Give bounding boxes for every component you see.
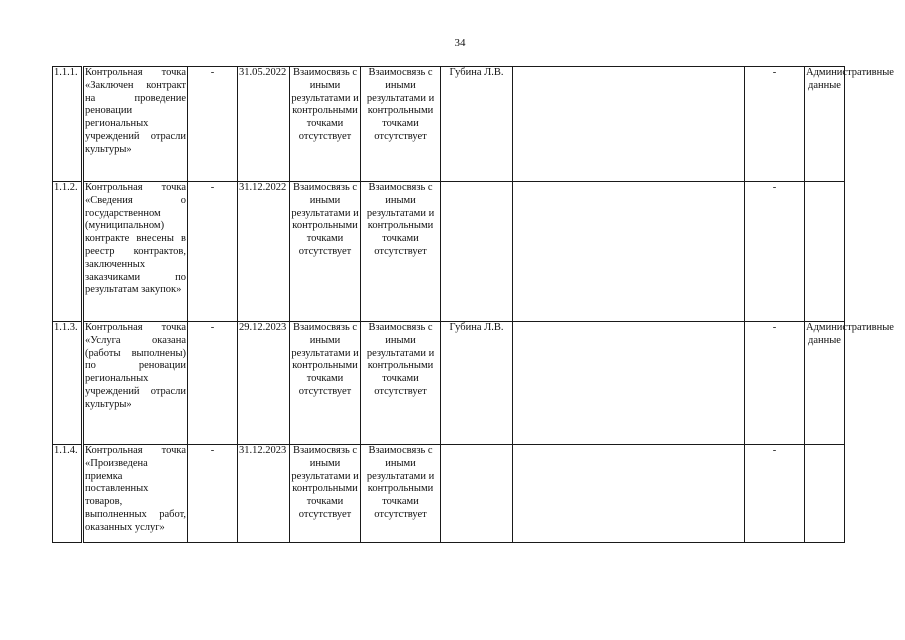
page-number: 34 [454, 37, 466, 49]
mark-cell: - [188, 322, 238, 445]
link-previous: Взаимосвязь с иными результатами и контрольными точками отсутствует [290, 322, 361, 445]
responsible-person [441, 445, 513, 543]
control-point-name: Контрольная точка «Произведена приемка поставленных товаров, выполненных работ, оказанных услуг» [83, 445, 188, 543]
table-row [53, 445, 845, 543]
control-point-name: Контрольная точка «Сведения о государственном (муниципальном) контракте внесены в реестр контрактов, заключенных заказчиками по результатам закупок» [83, 182, 188, 322]
link-previous: Взаимосвязь с иными результатами и контрольными точками отсутствует [290, 67, 361, 182]
mark-cell: - [188, 445, 238, 543]
due-date: 31.12.2022 [238, 182, 290, 322]
control-point-name: Контрольная точка «Услуга оказана (работы выполнены) по реновации региональных учреждений отрасли культуры» [83, 322, 188, 445]
table-row [53, 67, 845, 182]
due-date: 31.12.2023 [238, 445, 290, 543]
data-source: Административные данные [805, 322, 845, 445]
data-source [805, 182, 845, 322]
row-number: 1.1.2. [53, 182, 83, 322]
data-source [805, 445, 845, 543]
link-next: Взаимосвязь с иными результатами и контрольными точками отсутствует [361, 67, 441, 182]
mark-cell: - [745, 445, 805, 543]
table-row [53, 182, 845, 322]
link-next: Взаимосвязь с иными результатами и контрольными точками отсутствует [361, 182, 441, 322]
table-row [53, 322, 845, 445]
empty-cell [513, 67, 745, 182]
due-date: 29.12.2023 [238, 322, 290, 445]
responsible-person: Губина Л.В. [441, 322, 513, 445]
link-next: Взаимосвязь с иными результатами и контрольными точками отсутствует [361, 445, 441, 543]
row-number: 1.1.4. [53, 445, 83, 543]
mark-cell: - [745, 67, 805, 182]
control-point-name: Контрольная точка «Заключен контракт на проведение реновации региональных учреждений отрасли культуры» [83, 67, 188, 182]
row-number: 1.1.1. [53, 67, 83, 182]
mark-cell: - [745, 182, 805, 322]
control-points-table [52, 66, 894, 543]
empty-cell [513, 182, 745, 322]
mark-cell: - [745, 322, 805, 445]
empty-cell [513, 445, 745, 543]
link-next: Взаимосвязь с иными результатами и контрольными точками отсутствует [361, 322, 441, 445]
link-previous: Взаимосвязь с иными результатами и контрольными точками отсутствует [290, 445, 361, 543]
mark-cell: - [188, 67, 238, 182]
due-date: 31.05.2022 [238, 67, 290, 182]
row-number: 1.1.3. [53, 322, 83, 445]
link-previous: Взаимосвязь с иными результатами и контрольными точками отсутствует [290, 182, 361, 322]
mark-cell: - [188, 182, 238, 322]
data-source: Административные данные [805, 67, 845, 182]
empty-cell [513, 322, 745, 445]
responsible-person: Губина Л.В. [441, 67, 513, 182]
responsible-person [441, 182, 513, 322]
